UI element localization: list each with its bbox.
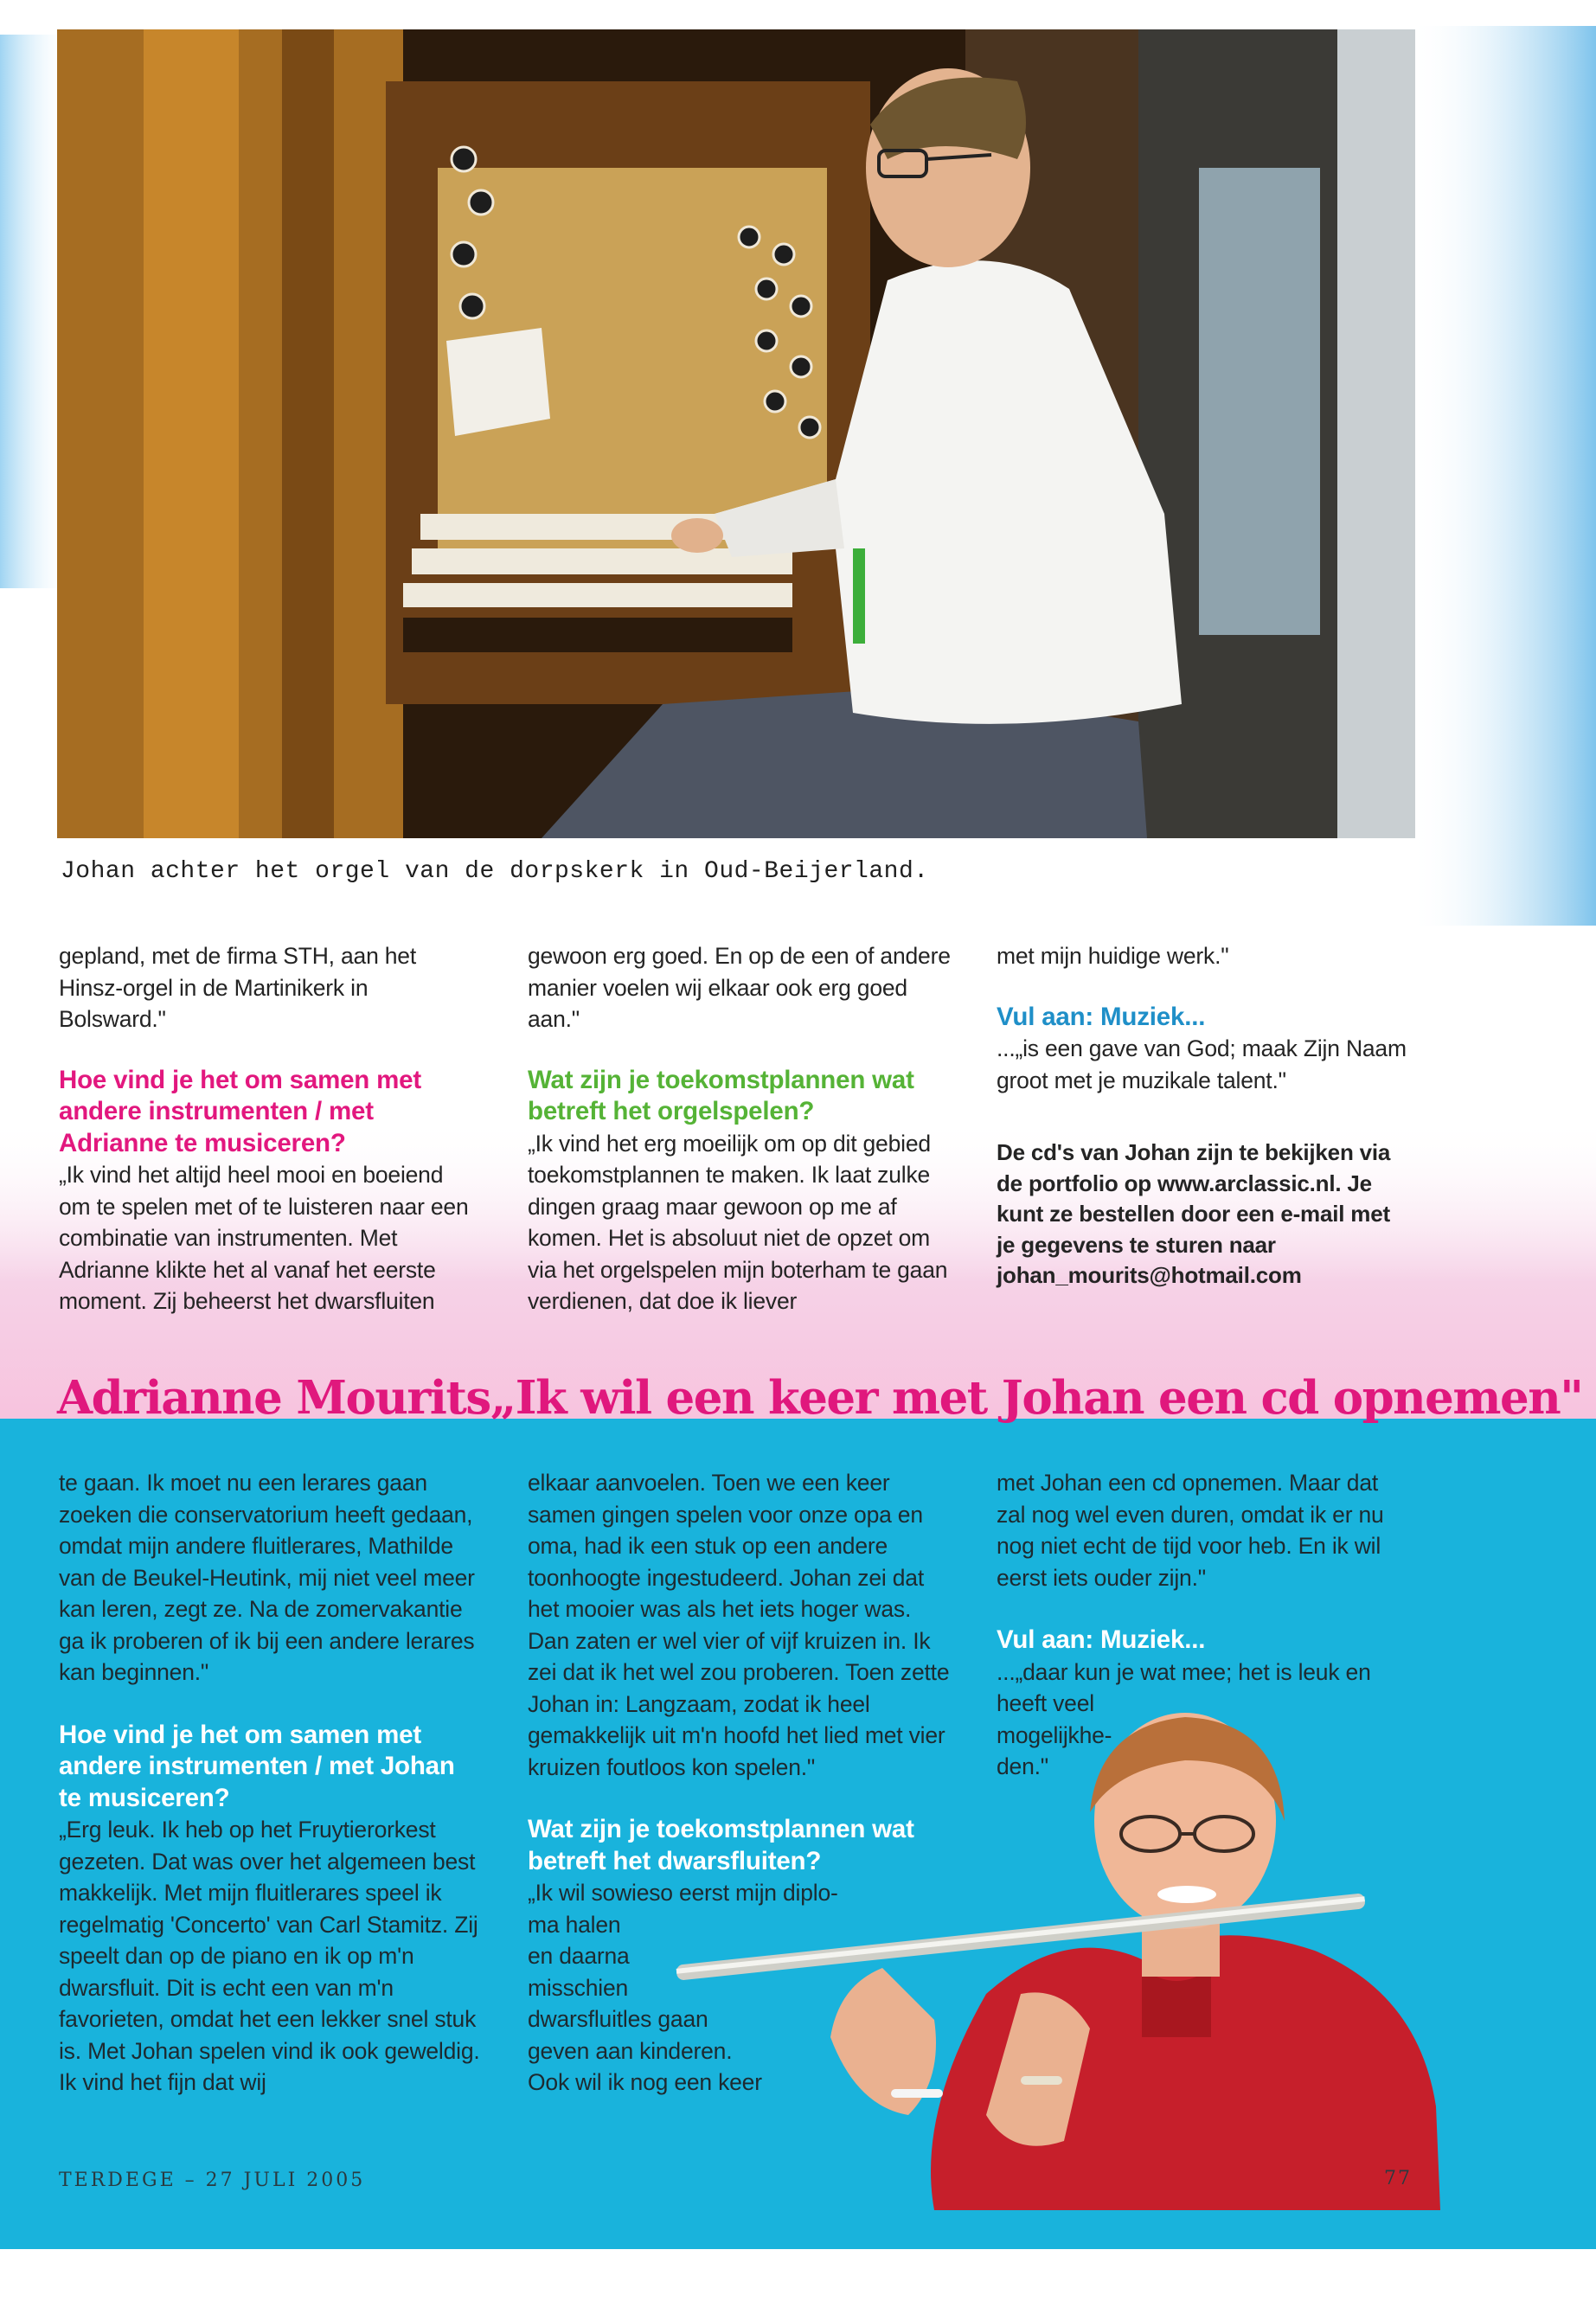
bottom-col2-line-6: geven aan kinderen. (528, 2037, 733, 2064)
top-col1-heading: Hoe vind je het om samen met andere instrumenten / met Adrianne te musiceren? (59, 1065, 421, 1157)
top-column-3 (997, 940, 1412, 1292)
top-column-1 (59, 940, 474, 1317)
bottom-col2-line-5: dwarsfluitles gaan (528, 2006, 708, 2032)
page-number: 77 (1384, 2168, 1412, 2189)
flute-player-photo (657, 1708, 1462, 2210)
photo-caption: Johan achter het orgel van de dorpskerk in Oud-Beijerland. (61, 858, 929, 885)
footer-issue: TERDEGE – 27 JULI 2005 (59, 2170, 366, 2191)
top-col3-heading: Vul aan: Muziek... (997, 1002, 1206, 1031)
cd-info: De cd's van Johan zijn te bekijken via de portfolio op www.arclassic.nl. Je kunt ze bestellen door een e-mail met je gegevens te sturen naar johan_mourits@hotmail.com (997, 1139, 1391, 1288)
bottom-col3-line-3: mogelijkhe- (997, 1721, 1112, 1748)
banner-headline: Adrianne Mourits„Ik wil een keer met Johan een cd opnemen" (57, 1371, 1583, 1425)
bottom-col3-intro: met Johan een cd opnemen. Maar dat zal nog wel even duren, omdat ik er nu nog niet echt de tijd voor heb. En ik wil eerst iets ouder zijn." (997, 1470, 1384, 1591)
top-col2-answer: „Ik vind het erg moeilijk om op dit gebied toekomstplannen te maken. Ik laat zulke dingen graag maar gewoon op me af komen. Het is absoluut niet de opzet om via het orgelspelen mijn boterham te gaan verdienen, dat doe ik liever (528, 1130, 948, 1314)
bottom-column-1 (59, 1467, 491, 2099)
bottom-col3-line-2: heeft veel (997, 1690, 1094, 1716)
bottom-col2-line-7: Ook wil ik nog een keer (528, 2069, 762, 2095)
top-col2-heading: Wat zijn je toekomstplannen wat betreft het orgelspelen? (528, 1065, 914, 1125)
organ-player-photo (57, 29, 1415, 838)
top-col1-answer: „Ik vind het altijd heel mooi en boeiend om te spelen met of te luisteren naar een combinatie van instrumenten. Met Adrianne klikte het al vanaf het eerste moment. Zij beheerst het dwarsfluiten (59, 1162, 469, 1314)
top-col3-intro: met mijn huidige werk." (997, 943, 1229, 969)
bottom-col3-heading: Vul aan: Muziek... (997, 1625, 1206, 1654)
bottom-col1-intro: te gaan. Ik moet nu een lerares gaan zoeken die conservatorium heeft gedaan, omdat mijn andere fluitlerares, Mathilde van de Beukel-Heutink, mij niet veel meer kan leren, zegt ze. Na de zomervakantie ga ik proberen of ik bij een andere lerares kan beginnen." (59, 1470, 475, 1685)
top-col2-intro: gewoon erg goed. En op de een of andere manier voelen wij elkaar ook erg goed aan." (528, 943, 951, 1032)
bottom-col2-line-1: „Ik wil sowieso eerst mijn diplo- (528, 1880, 838, 1906)
top-col3-answer: ...„is een gave van God; maak Zijn Naam groot met je muzikale talent." (997, 1035, 1407, 1093)
bottom-col2-intro: elkaar aanvoelen. Toen we een keer samen gingen spelen voor onze opa en oma, had ik een stuk op een andere toonhoogte ingestudeerd. Johan zei dat het mooier was als het iets hoger was. Dan zaten er wel vier of vijf kruizen in. Ik zei dat ik het wel zou proberen. Toen zette Johan in: Langzaam, zodat ik heel gemakkelijk uit m'n hoofd het lied met vier kruizen foutloos kon spelen." (528, 1470, 950, 1780)
top-column-2 (528, 940, 952, 1317)
bottom-col3-line-4: den." (997, 1753, 1048, 1779)
bottom-col3-line-1: ...„daar kun je wat mee; het is leuk en (997, 1658, 1371, 1685)
bottom-col1-answer: „Erg leuk. Ik heb op het Fruytierorkest gezeten. Dat was over het algemeen best makkelijk. Met mijn fluitlerares speel ik regelmatig 'Concerto' van Carl Stamitz. Zij speelt dan op de piano en ik op m'n dwarsfluit. Dit is echt een van m'n favorieten, omdat het een lekker snel stuk is. Met Johan spelen vind ik ook geweldig. Ik vind het fijn dat wij (59, 1817, 480, 2095)
bottom-col1-heading: Hoe vind je het om samen met andere instrumenten / met Johan te musiceren? (59, 1720, 455, 1812)
bottom-col2-line-4: misschien (528, 1974, 629, 2001)
bottom-col2-heading: Wat zijn je toekomstplannen wat betreft het dwarsfluiten? (528, 1815, 914, 1875)
bottom-col2-line-2: ma halen (528, 1911, 621, 1938)
bottom-col2-line-3: en daarna (528, 1943, 630, 1969)
top-col1-intro: gepland, met de firma STH, aan het Hinsz-orgel in de Martinikerk in Bolsward." (59, 943, 417, 1032)
